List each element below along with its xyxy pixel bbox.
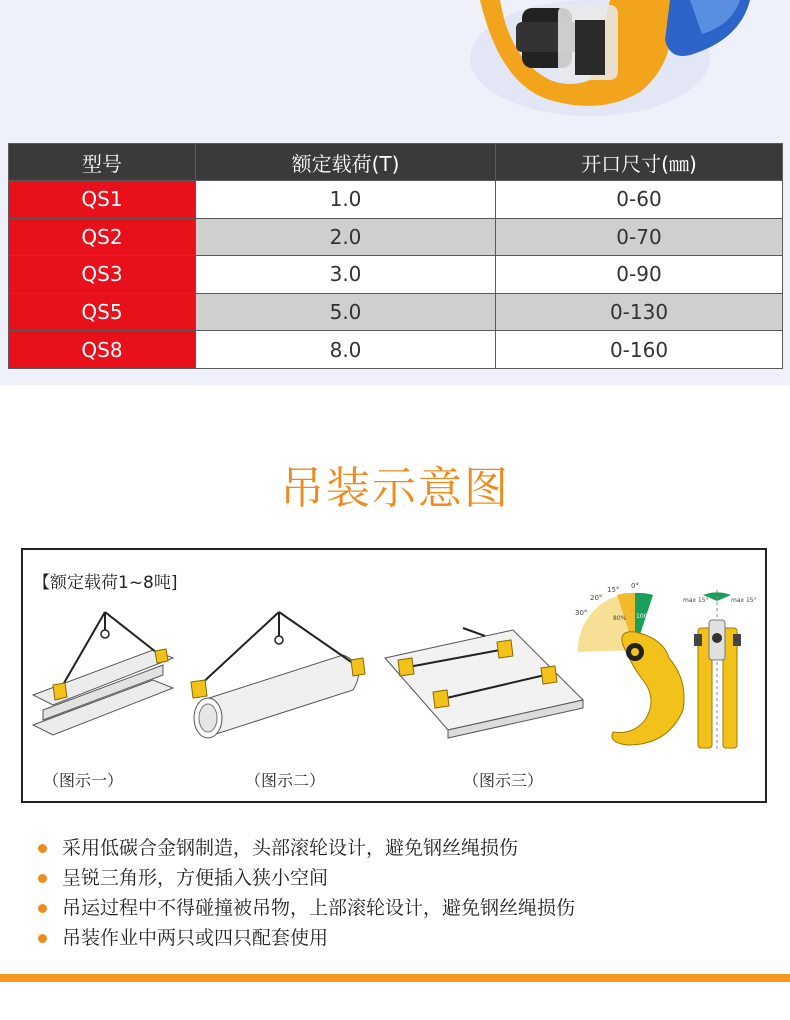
diagram-illustrations xyxy=(23,550,765,801)
model-cell: QS5 xyxy=(9,293,196,331)
bullet-dot-icon xyxy=(38,934,47,943)
table-row xyxy=(9,293,783,331)
load-cell: 1.0 xyxy=(196,181,496,219)
angle-label-max-left: max 15° xyxy=(683,597,709,604)
header-opening-size: 开口尺寸(㎜) xyxy=(496,144,783,181)
load-cell: 5.0 xyxy=(196,293,496,331)
spec-table-header-row xyxy=(9,144,783,181)
header-model: 型号 xyxy=(9,144,196,181)
header-rated-load: 额定载荷(T) xyxy=(196,144,496,181)
bottom-divider xyxy=(0,974,790,982)
figure-label-2: （图示二） xyxy=(245,771,326,790)
feature-text: 呈锐三角形，方便插入狭小空间 xyxy=(62,867,329,889)
load-cell: 3.0 xyxy=(196,256,496,294)
angle-label-0: 0° xyxy=(631,582,639,590)
table-row xyxy=(9,181,783,219)
table-row xyxy=(9,256,783,294)
figure-5-clamp-front xyxy=(683,590,757,750)
angle-label-80pct: 80% xyxy=(613,615,627,622)
figure-1-ibeam xyxy=(33,612,173,735)
opening-cell: 0-60 xyxy=(496,181,783,219)
bullet-dot-icon xyxy=(38,904,47,913)
figure-2-pipe xyxy=(191,612,365,738)
bullet-dot-icon xyxy=(38,874,47,883)
model-cell: QS3 xyxy=(9,256,196,294)
product-photo-roller xyxy=(440,0,780,132)
angle-label-30: 30° xyxy=(575,609,588,617)
figure-label-3: （图示三） xyxy=(463,771,544,790)
load-cell: 8.0 xyxy=(196,331,496,369)
list-item xyxy=(38,893,575,923)
diagram-heading: 【额定载荷1~8吨] xyxy=(33,573,178,593)
table-row xyxy=(9,218,783,256)
lifting-diagram xyxy=(21,548,767,803)
list-item xyxy=(38,923,575,953)
opening-cell: 0-160 xyxy=(496,331,783,369)
model-cell: QS2 xyxy=(9,218,196,256)
feature-list xyxy=(38,833,575,953)
list-item xyxy=(38,863,575,893)
model-cell: QS1 xyxy=(9,181,196,219)
opening-cell: 0-70 xyxy=(496,218,783,256)
load-cell: 2.0 xyxy=(196,218,496,256)
figure-3-plate xyxy=(385,628,583,738)
bullet-dot-icon xyxy=(38,844,47,853)
section-title: 吊装示意图 xyxy=(280,463,510,514)
opening-cell: 0-130 xyxy=(496,293,783,331)
angle-label-100pct: 100% xyxy=(636,613,654,620)
angle-label-15: 15° xyxy=(607,586,620,594)
figure-4-clamp-angles xyxy=(575,582,684,745)
list-item xyxy=(38,833,575,863)
model-cell: QS8 xyxy=(9,331,196,369)
opening-cell: 0-90 xyxy=(496,256,783,294)
spec-table xyxy=(8,143,783,369)
feature-text: 吊装作业中两只或四只配套使用 xyxy=(62,927,329,949)
angle-label-max-right: max 15° xyxy=(731,597,757,604)
figure-label-1: （图示一） xyxy=(43,771,124,790)
angle-label-20: 20° xyxy=(590,594,603,602)
feature-text: 采用低碳合金钢制造，头部滚轮设计，避免钢丝绳损伤 xyxy=(62,837,519,859)
feature-text: 吊运过程中不得碰撞被吊物，上部滚轮设计，避免钢丝绳损伤 xyxy=(62,897,576,919)
table-row xyxy=(9,331,783,369)
